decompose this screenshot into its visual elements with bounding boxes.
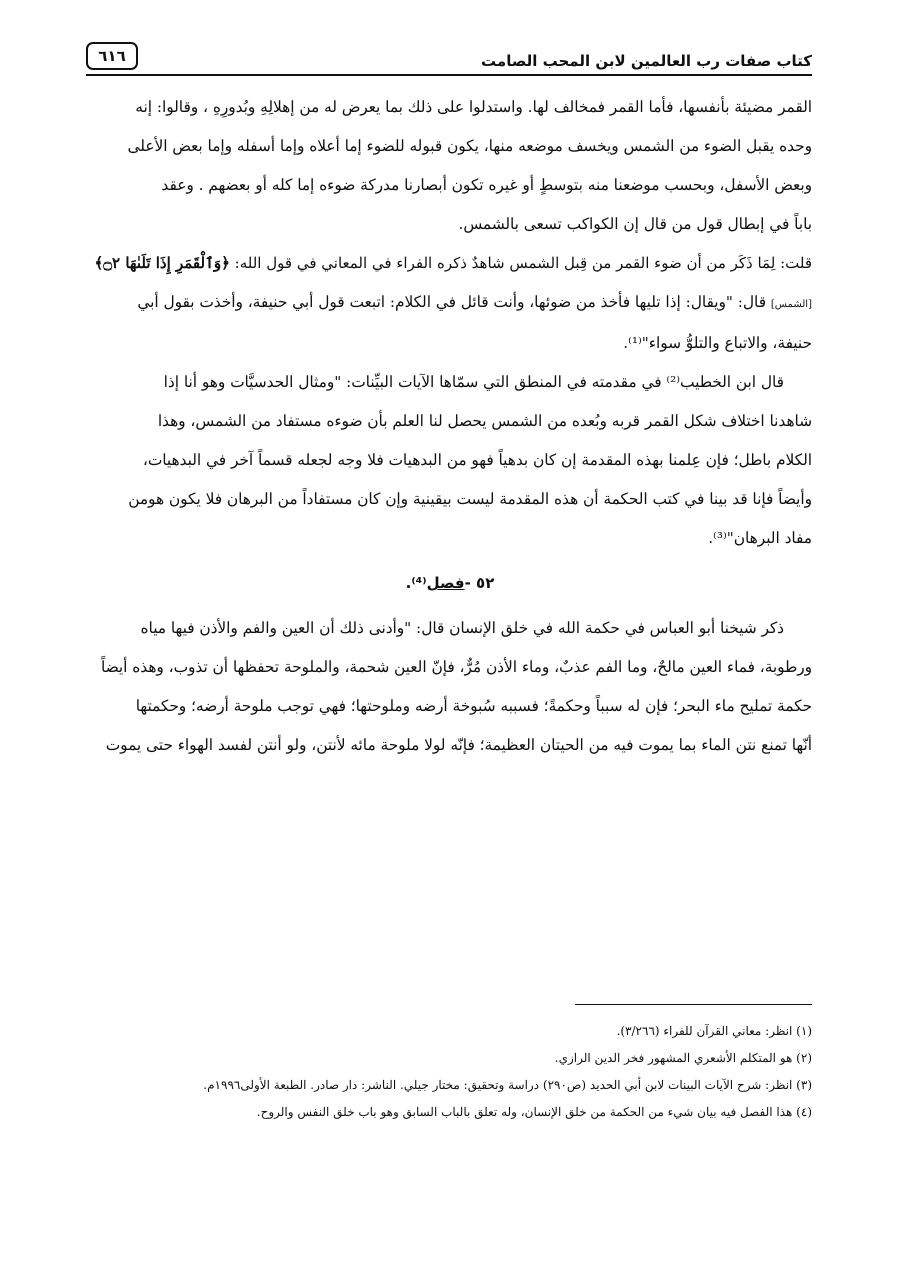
footnote: (١) انظر: معاني القرآن للفراء (٣/٢٦٦).: [616, 1024, 812, 1038]
text-line: [88, 244, 812, 283]
footnotes: [88, 1018, 812, 1126]
section-keyword: فصل: [426, 574, 465, 592]
text-line: وأيضاً فإنا قد بينا في كتب الحكمة أن هذه المقدمة ليست بيقينية وإن كان مستفاداً من البرهان فلا يكون هومن: [128, 490, 812, 508]
text-line: شاهدنا اختلاف شكل القمر قربه وبُعده من الشمس يحصل لنا العلم بأن ضوءه مستفاد من الشمس، وهذا: [157, 412, 812, 430]
text-line: ذكر شيخنا أبو العباس في حكمة الله في خلق الإنسان قال: "وأدنى ذلك أن العين والفم والأذن فيها مياه: [140, 619, 784, 637]
text-line: وحده يقبل الضوء من الشمس ويخسف موضعه منها، يكون قبوله للضوء إما أعلاه وإما أسفله وإما بعض الأعلى: [127, 137, 812, 155]
text-segment: قلت: لِمَا ذَكَر من أن ضوء القمر من قِبل الشمس شاهدٌ ذكره الفراء في المعاني في قول الله:: [234, 254, 812, 272]
section-heading: [88, 564, 812, 603]
footnote-separator: [575, 1004, 812, 1005]
text-line: مفاد البرهان"⁽³⁾.: [708, 529, 812, 547]
paragraph: [88, 88, 812, 244]
paragraph: [88, 244, 812, 363]
text-segment: قال: "ويقال: إذا تليها فأخذ من ضوئها، وأنت قائل في الكلام: اتبعت قول أبي حنيفة، وأخذت بقول أبي: [137, 293, 767, 311]
section-number: ٥٢: [476, 574, 495, 592]
text-line: حنيفة، والاتباع والتلوُّ سواء"⁽¹⁾.: [623, 334, 812, 352]
text-line: قال ابن الخطيب⁽²⁾ في مقدمته في المنطق التي سمّاها الآيات البيِّنات: "ومثال الحدسيَّات وهو أنا إذا: [163, 373, 784, 391]
footnote: (٤) هذا الفصل فيه بيان شيء من الحكمة من خلق الإنسان، وله تعلق بالباب السابق وهو باب خلق النفس والروح.: [256, 1105, 812, 1119]
text-line: الكلام باطل؛ فإن عِلمنا بهذه المقدمة إن كان بدهياً فهو من البدهيات فلا وجه لجعله قسماً آخر في البدهيات،: [142, 451, 812, 469]
text-line: حكمة تمليح ماء البحر؛ فإن له سبباً وحكمةً؛ فسببه سُبوخة أرضه وملوحتها؛ فهي توجب ملوحة أرضه؛ وحكمتها: [135, 697, 812, 715]
book-title: كتاب صفات رب العالمين لابن المحب الصامت: [481, 52, 812, 70]
quran-verse: ﴿وَٱلْقَمَرِ إِذَا تَلَىٰهَا ۝٢﴾: [94, 254, 230, 272]
footnote: (٣) انظر: شرح الآيات البينات لابن أبي الحديد (ص٢٩٠) دراسة وتحقيق: مختار جيلي. الناشر: دار صادر. الطبعة الأولى١٩٩٦م.: [203, 1078, 812, 1092]
footnote: (٢) هو المتكلم الأشعري المشهور فخر الدين الرازي.: [554, 1051, 812, 1065]
surah-reference: [الشمس]: [770, 299, 812, 310]
text-line: باباً في إبطال قول من قال إن الكواكب تسعى بالشمس.: [458, 215, 812, 233]
text-line: القمر مضيئة بأنفسها، فأما القمر فمخالف لها. واستدلوا على ذلك بما يعرض له من إهلالِهِ وبُدورِهِ ، وقالوا: إنه: [135, 98, 812, 116]
text-line: وبعض الأسفل، وبحسب موضعنا منه بتوسطٍ أو غيره تكون أبصارنا مدركة ضوءه إما كله أو بعضهم . وعقد: [161, 176, 812, 194]
body-text: [88, 88, 812, 765]
section-dash: -: [464, 574, 471, 592]
header-rule: [86, 74, 812, 76]
paragraph: [88, 609, 812, 765]
paragraph: [88, 363, 812, 558]
text-line: [88, 283, 812, 324]
text-line: أنّها تمنع نتن الماء بما يموت فيه من الحيتان العظيمة؛ فإنّه لولا ملوحة مائه لأنتن، ولو أنتن لفسد الهواء حتى يموت: [105, 736, 812, 754]
section-footnote-ref: ⁽⁴⁾.: [405, 574, 427, 592]
page-number: ٦١٦: [86, 42, 138, 70]
text-line: ورطوبة، فماء العين مالحٌ، وما الفم عذبٌ، وماء الأذن مُرٌّ، فإنّ العين شحمة، والملوحة تحفظها أن تذوب، وهذه أيضاً: [101, 658, 812, 676]
